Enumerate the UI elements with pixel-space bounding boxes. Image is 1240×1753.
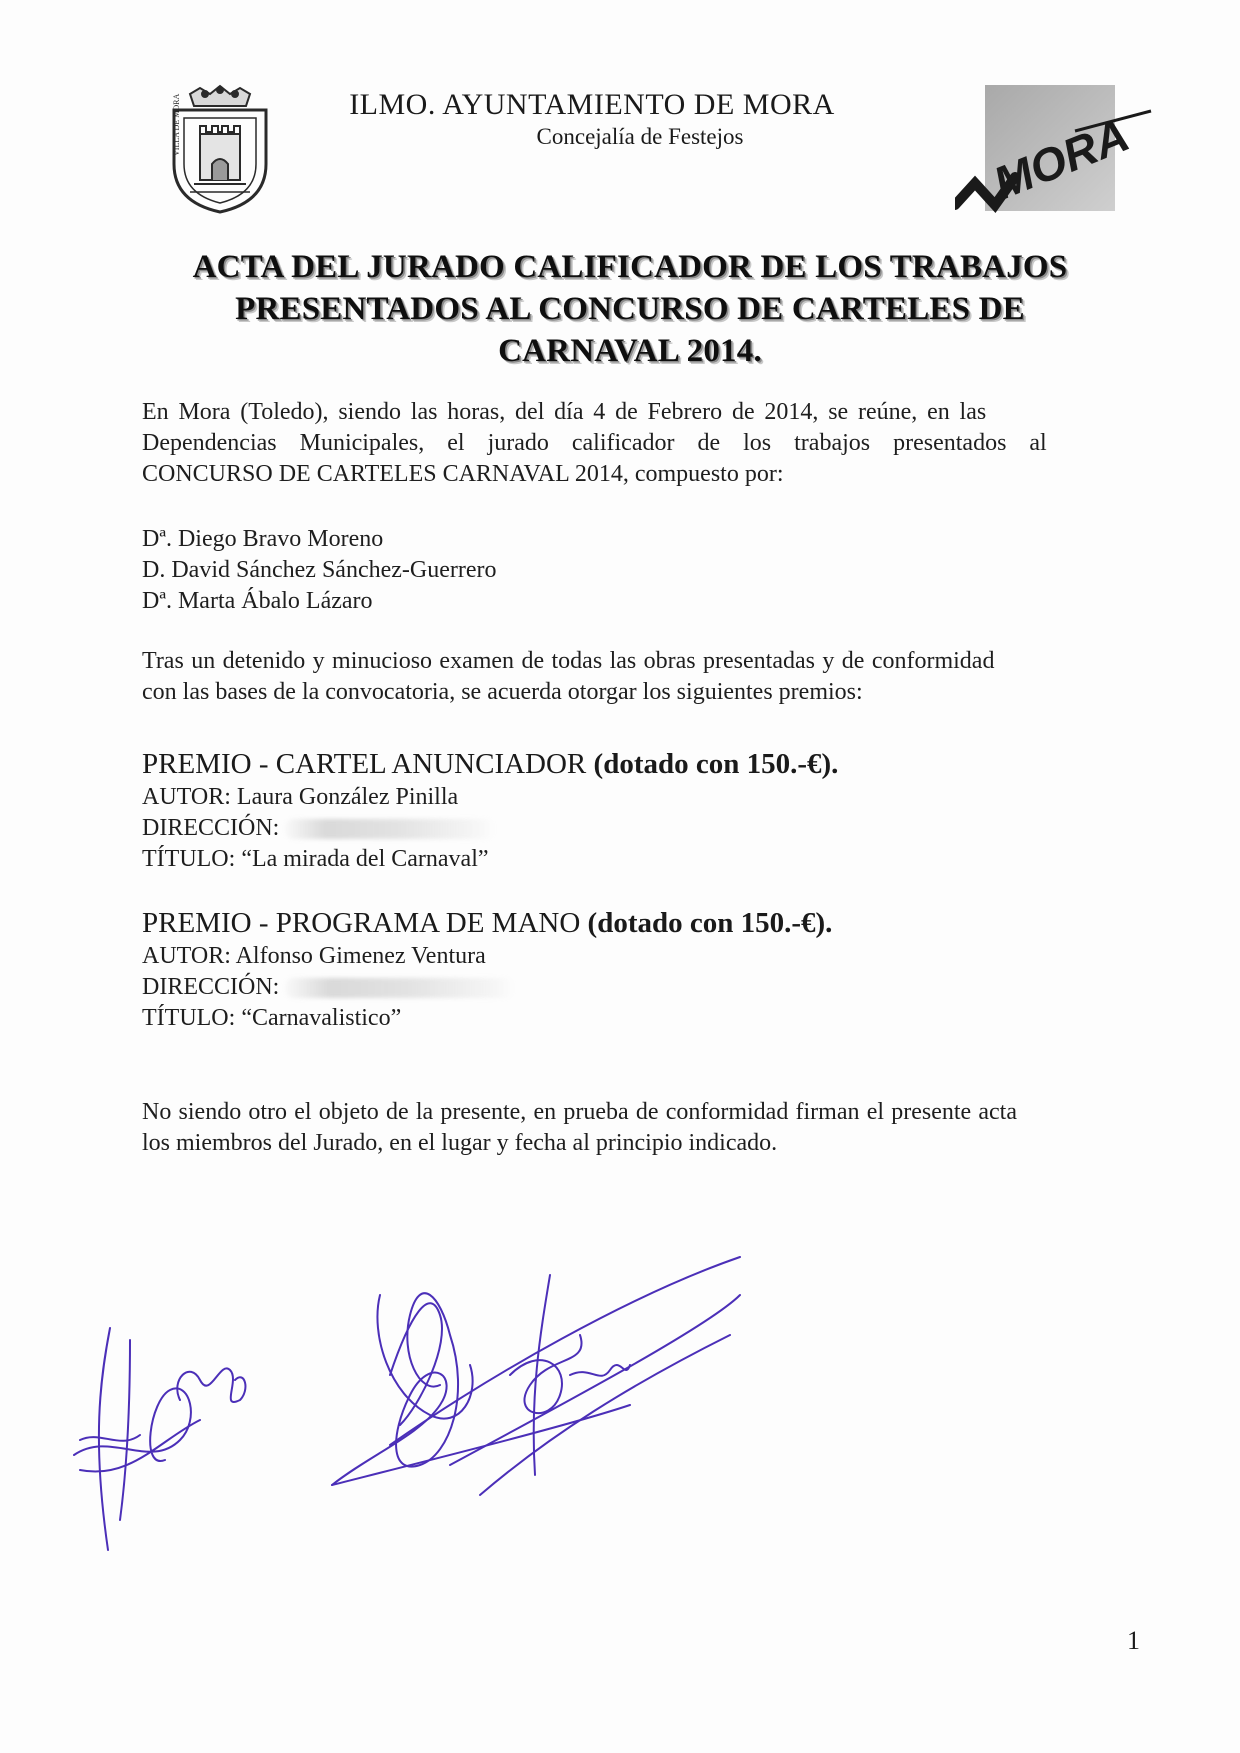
organization-title: ILMO. AYUNTAMIENTO DE MORA (349, 88, 835, 121)
prize-title (142, 1003, 1154, 1034)
intro-paragraph (142, 397, 1154, 490)
prize-heading (142, 746, 1154, 782)
address-label: DIRECCIÓN: (142, 815, 280, 841)
redacted-address (285, 819, 495, 839)
crest-text: VILLA DE MORA (172, 93, 181, 156)
intro-line-3: CONCURSO DE CARTELES CARNAVAL 2014, compuesto por: (142, 461, 784, 487)
header-block (340, 88, 900, 150)
exam-line-1: Tras un detenido y minucioso examen de todas las obras presentadas y de conformidad (142, 648, 995, 674)
prize-cartel-anunciador (142, 746, 1154, 875)
exam-line-2: con las bases de la convocatoria, se acuerda otorgar los siguientes premios: (142, 679, 863, 705)
jury-member: D. David Sánchez Sánchez-Guerrero (142, 557, 497, 583)
prize-amount: (dotado con 150.-€). (587, 907, 833, 939)
mora-logo-icon (955, 85, 1155, 215)
redacted-address (285, 978, 515, 998)
jury-member: Dª. Marta Ábalo Lázaro (142, 588, 373, 614)
jury-member: Dª. Diego Bravo Moreno (142, 526, 384, 552)
prize-author (142, 941, 1154, 972)
title-label: TÍTULO: (142, 1005, 236, 1031)
author-name: Laura González Pinilla (236, 784, 459, 810)
author-label: AUTOR: (142, 943, 231, 969)
jury-members-list (142, 524, 1154, 617)
prize-programa-de-mano (142, 905, 1154, 1034)
prize-address (142, 972, 1154, 1003)
author-name: Alfonso Gimenez Ventura (235, 943, 486, 969)
signature-1 (70, 1320, 280, 1560)
title-line-3: CARNAVAL 2014. (498, 333, 762, 369)
exam-paragraph (142, 646, 1154, 708)
prize-heading-text: PREMIO - CARTEL ANUNCIADOR (142, 748, 587, 780)
organization-subtitle: Concejalía de Festejos (536, 124, 744, 149)
prize-heading (142, 905, 1154, 941)
prize-heading-text: PREMIO - PROGRAMA DE MANO (142, 907, 581, 939)
closing-line-1: No siendo otro el objeto de la presente, en prueba de conformidad firman el presente acta (142, 1099, 1017, 1125)
work-title: “La mirada del Carnaval” (241, 846, 489, 872)
document-title (160, 246, 1100, 372)
intro-line-2: Dependencias Municipales, el jurado calificador de los trabajos presentados al (142, 430, 1047, 456)
title-line-2: PRESENTADOS AL CONCURSO DE CARTELES DE (235, 291, 1025, 327)
prize-title (142, 844, 1154, 875)
title-line-1: ACTA DEL JURADO CALIFICADOR DE LOS TRABAJOS (192, 249, 1068, 285)
title-label: TÍTULO: (142, 846, 236, 872)
prize-address (142, 813, 1154, 844)
mora-logo-text: MORA (986, 108, 1137, 210)
intro-line-1: En Mora (Toledo), siendo las horas, del día 4 de Febrero de 2014, se reúne, en las (142, 399, 987, 425)
work-title: “Carnavalistico” (241, 1005, 402, 1031)
author-label: AUTOR: (142, 784, 231, 810)
address-label: DIRECCIÓN: (142, 974, 280, 1000)
signature-2-and-3 (330, 1255, 840, 1505)
closing-paragraph (142, 1097, 1154, 1159)
page-number: 1 (1127, 1626, 1140, 1655)
municipal-crest-icon (160, 84, 280, 216)
closing-line-2: los miembros del Jurado, en el lugar y fecha al principio indicado. (142, 1130, 778, 1156)
prize-amount: (dotado con 150.-€). (593, 748, 839, 780)
prize-author (142, 782, 1154, 813)
